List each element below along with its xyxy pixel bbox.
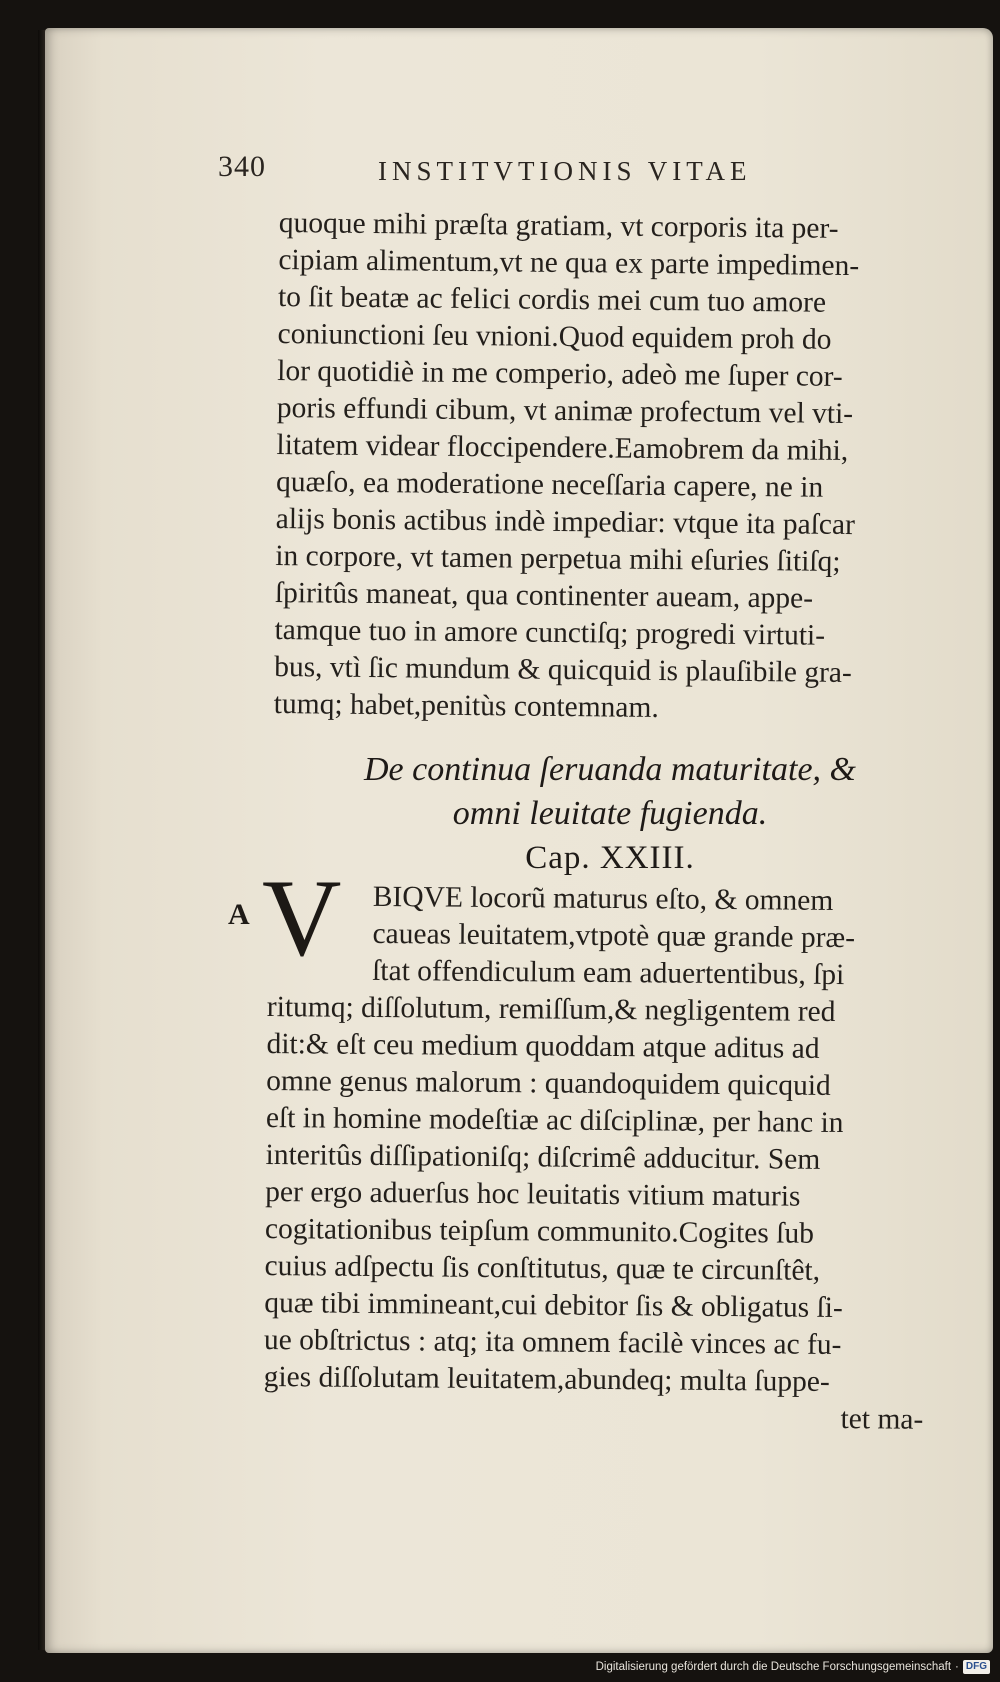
drop-cap: V	[262, 857, 342, 979]
page-number: 340	[218, 150, 266, 183]
text-line: eſt in homine modeſtiæ ac diſciplinæ, per hanc in	[265, 1101, 844, 1140]
text-line: lor quotidiè in me comperio, adeò me ſuper cor-	[277, 354, 843, 393]
credit-text: Digitalisierung gefördert durch die Deutsche Forschungsgemeinschaft	[595, 1661, 952, 1673]
text-line: cipiam alimentum,vt ne qua ex parte impedimen-	[278, 243, 860, 283]
running-title: INSTITVTIONIS VITAE	[378, 156, 752, 186]
text-line: ſtat offendiculum eam aduertentibus, ſpi	[372, 954, 845, 992]
text-line: tumq; habet,penitùs contemnam.	[273, 687, 659, 725]
chapter-title-line-1: De continua ſeruanda maturitate, &	[363, 751, 856, 788]
chapter-heading	[260, 748, 960, 880]
chapter-title-line-2: omni leuitate fugienda.	[452, 795, 768, 832]
dfg-logo-icon: DFG	[963, 1660, 990, 1674]
text-line: quoque mihi præſta gratiam, vt corporis ita per-	[278, 206, 839, 245]
text-line: dit:& eſt ceu medium quoddam atque aditus ad	[266, 1027, 820, 1065]
text-line: gies diſſolutam leuitatem,abundeq; multa ſuppe-	[263, 1360, 830, 1398]
chapter-number: Cap. XXIII.	[525, 840, 695, 876]
text-line: cogitationibus teipſum communito.Cogites ſub	[264, 1212, 815, 1250]
text-line: interitûs diſſipationiſq; diſcrimê adducitur. Sem	[265, 1138, 821, 1176]
chapter-text	[263, 878, 968, 1439]
text-line: tamque tuo in amore cunctiſq; progredi virtuti-	[274, 613, 826, 652]
text-line: ſpiritûs maneat, qua continenter aueam, appe-	[274, 576, 814, 615]
text-line: ritumq; diſſolutum, remiſſum,& negligentem red	[266, 990, 836, 1028]
text-line: ue obſtrictus : atq; ita omnem facilè vinces ac fu-	[263, 1323, 842, 1362]
text-line: to ſit beatæ ac felici cordis mei cum tuo amore	[277, 280, 827, 319]
text-line: caueas leuitatem,vtpotè quæ grande præ-	[372, 917, 856, 955]
margin-marker: A	[228, 898, 250, 931]
text-line: alijs bonis actibus indè impediar: vtque ita paſcar	[275, 502, 856, 542]
text-line: cuius adſpectu ſis conſtitutus, quæ te circunſtêt,	[264, 1249, 821, 1287]
text-line: coniunctioni ſeu vnioni.Quod equidem proh do	[277, 317, 832, 356]
text-line: quæſo, ea moderatione neceſſaria capere, ne in	[275, 465, 824, 504]
body-text	[274, 205, 961, 730]
text-line: quæ tibi immineant,cui debitor ſis & obligatus ſi-	[264, 1286, 843, 1325]
text-line: in corpore, vt tamen perpetua mihi eſuries ſitiſq;	[275, 539, 841, 578]
text-line: omne genus malorum : quandoquidem quicquid	[266, 1064, 831, 1102]
catchword: tet ma-	[840, 1403, 924, 1436]
digitization-credit: Digitalisierung gefördert durch die Deutsche Forschungsgemeinschaft · DFG	[596, 1656, 990, 1678]
text-line: BIQVE locorũ maturus eſto, & omnem	[372, 880, 834, 917]
page-header	[218, 150, 898, 190]
text-line: poris effundi cibum, vt animæ profectum vel vti-	[276, 391, 854, 431]
text-line: bus, vtì ſic mundum & quicquid is plauſibile gra-	[273, 650, 852, 690]
text-line: litatem videar floccipendere.Eamobrem da mihi,	[276, 428, 849, 467]
text-line: per ergo aduerſus hoc leuitatis vitium maturis	[265, 1175, 801, 1213]
